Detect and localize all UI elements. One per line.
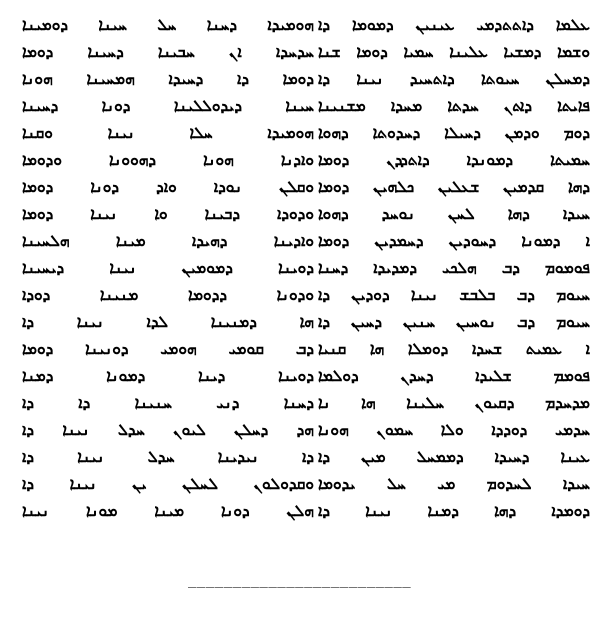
verse-line-left: ܗܐ ܕܡܢܝܢܐ ܠܕܐ ܢܝܢܐ ܕܐ bbox=[22, 313, 314, 331]
verse-line-left: ܘܕܘܢܐ ܕܕܘܡܐ ܡܢܝܢܐ ܕܘܕܐ bbox=[22, 286, 314, 304]
verse-line-left: ܚܕܚܕܐ ܐܢ ܚܒܝܢܐ ܕܚܝܢܐ ܕܘܡܐ bbox=[22, 43, 314, 61]
verse-line-right: ܥܝܢܐ ܕܚܝܕܐ ܕܡܡܚܠ ܡܝܢ ܕܐ bbox=[318, 448, 590, 466]
verse-line-left: ܕܘܝܢܐ ܕܡܘܡܝܢ ܢܝܢܐ ܕܝܚܝܢܐ bbox=[22, 259, 314, 277]
verse-line-left: ܘܐܕܢܐ ܗܘܢܐ ܕܗܘܘܢܐ ܘܕܘܡܐ bbox=[22, 151, 314, 169]
verse-line-right: ܕܗܐ ܩܕܡܝܢ ܫܥܠܝܢ ܟܠܗܝܢ ܕܘܡܐ bbox=[318, 178, 590, 196]
left-verse-column bbox=[22, 12, 314, 525]
end-rule: _________________________ bbox=[188, 572, 412, 588]
right-verse-column bbox=[318, 12, 590, 525]
verse-line-right: ܕܡܚܠܢ ܚܝܘܬܐ ܕܐܬܚܝܕ ܢܝܢܐ ܕܐ bbox=[318, 70, 590, 88]
verse-line-right: ܐ ܥܡܝܬ ܫܚܕܐ ܕܘܡܠܐ ܗܐ ܩܢܝܐ bbox=[318, 340, 590, 358]
verse-line-left: ܚܝܢܐ ܕܝܕܘܠܠܝܢܐ ܕܘܢܐ ܕܚܝܢܐ bbox=[22, 97, 314, 115]
verse-line-right: ܕܘܡ ܘܕܡܢ ܕܚܝܠܐ ܕܚܕܘܬܐ ܕܗܘܐ bbox=[318, 124, 590, 142]
verse-line-left: ܕܚܢܐ ܕܢܝ ܚܢܝܢܐ ܕܐ ܕܐ bbox=[22, 394, 314, 412]
verse-line-left: ܕܒ ܩܘܡܝ ܗܘܡܝ ܕܘܢܝܢܐ ܕܘܡܐ bbox=[22, 340, 314, 358]
verse-line-left: ܘܩܕܘܠܘܢ ܠܚܠܢ ܝܢ ܢܝܢܐ ܕܐ bbox=[22, 475, 314, 493]
verse-line-right: ܚܝܘܡ ܕܒ ܒܠܒܫ ܢܝܢܐ ܕܘܕܝܢ ܕܐ bbox=[318, 286, 590, 304]
verse-line-left: ܕܘܡܐ ܕܐ ܕܚܝܕܐ ܗܡܚܝܢܐ ܗܘܢܐ bbox=[22, 70, 314, 88]
verse-line-right: ܦܘܡܘܡ ܕܒ ܗܠܟܝ ܕܡܕܝܕܐ ܕܚܢܐ bbox=[318, 259, 590, 277]
verse-line-left: ܕܘܝܢܐ ܕܝܢܐ ܕܡܘܢܐ ܕܡܢܐ bbox=[22, 367, 314, 385]
verse-line-right: ܚܝܘܡ ܕܒ ܢܘܚܝܢ ܚܢܝܢ ܕܚܝܢ ܕܐ bbox=[318, 313, 590, 331]
verse-line-left: ܘܕܘܕܐ ܕܒܝܢܐ ܘܐ ܢܝܢܐ ܕܘܡܐ bbox=[22, 205, 314, 223]
verse-line-right: ܦܘܡܡ ܫܠܝܕܐ ܕܚܕܢ ܕܘܠܡܐ bbox=[318, 367, 590, 385]
verse-line-left: ܕܐ ܢܝܕܝܢܐ ܚܕܠ ܢܝܢܐ ܕܐ bbox=[22, 448, 314, 466]
verse-line-left: ܗܘܡܝܕܐ ܕܚܢܐ ܚܠ ܚܝܢܐ ܕܘܡܝܢܐ bbox=[22, 16, 314, 34]
verse-line-right: ܥܠܡܐ ܕܐܬܬܕܡܝ ܥܝܢܝܢ ܕܡܘܡܐ ܕܐ bbox=[318, 16, 590, 34]
verse-line-right: ܡܕܚܕܡ ܕܩܝܘܢ ܚܠܝܢܐ ܗܐ ܢܐ bbox=[318, 394, 590, 412]
verse-line-left: ܗܠܢ ܕܘܢܐ ܡܝܢܐ ܡܘܢܐ ܢܝܢܐ bbox=[22, 502, 314, 520]
verse-line-right: ܘܫܡܐ ܕܡܫܝܐ ܥܠܝܢܐ ܚܡܝܐ ܕܘܡܐ ܫܢܐ bbox=[318, 43, 590, 61]
verse-line-right: ܐ ܕܡܘܢܐ ܕܚܘܕܝܢ ܕܚܡܕܝܢ ܕܘܡܐ bbox=[318, 232, 590, 250]
verse-line-left: ܗܘܡܝܕܐ ܚܠܐ ܢܝܢܐ ܘܩܢܐ bbox=[22, 124, 314, 142]
verse-line-right: ܕܘܡܕܐ ܕܗܐ ܕܡܢܐ ܢܝܢܐ ܕܐ bbox=[318, 502, 590, 520]
verse-line-right: ܦܐܝܬܐ ܕܐܬܢ ܚܕܬܐ ܡܚܕܐ ܡܫܢܝܢܐ bbox=[318, 97, 590, 115]
verse-line-right: ܚܝܕܐ ܕܗܐ ܠܚܢ ܢܘܚܕ ܕܗܘܐ bbox=[318, 205, 590, 223]
verse-line-right: ܚܕܡܝ ܕܘܕܕܐ ܘܠܐ ܚܡܘܢ ܗܘܢܐ bbox=[318, 421, 590, 439]
verse-line-right: ܚܡܝܬܐ ܕܡܘܢܕܐ ܕܐܬܕܕܢ ܕܘܡܐ bbox=[318, 151, 590, 169]
verse-line-left: ܘܩܠܢ ܢܘܕܐ ܘܐܕ ܕܘܢܐ ܕܘܡܐ bbox=[22, 178, 314, 196]
verse-line-left: ܗܕ ܕܚܠܢ ܠܝܘܢ ܚܕܠ ܢܝܢܐ ܕܐ bbox=[22, 421, 314, 439]
verse-line-right: ܚܝܕܐ ܠܚܕܘܡ ܡܝ ܚܠ ܝܕܘܡܐ bbox=[318, 475, 590, 493]
verse-line-left: ܘܐܕܝܢܐ ܕܗܝܕܐ ܡܝܢܐ ܗܠܚܝܢܐ bbox=[22, 232, 314, 250]
